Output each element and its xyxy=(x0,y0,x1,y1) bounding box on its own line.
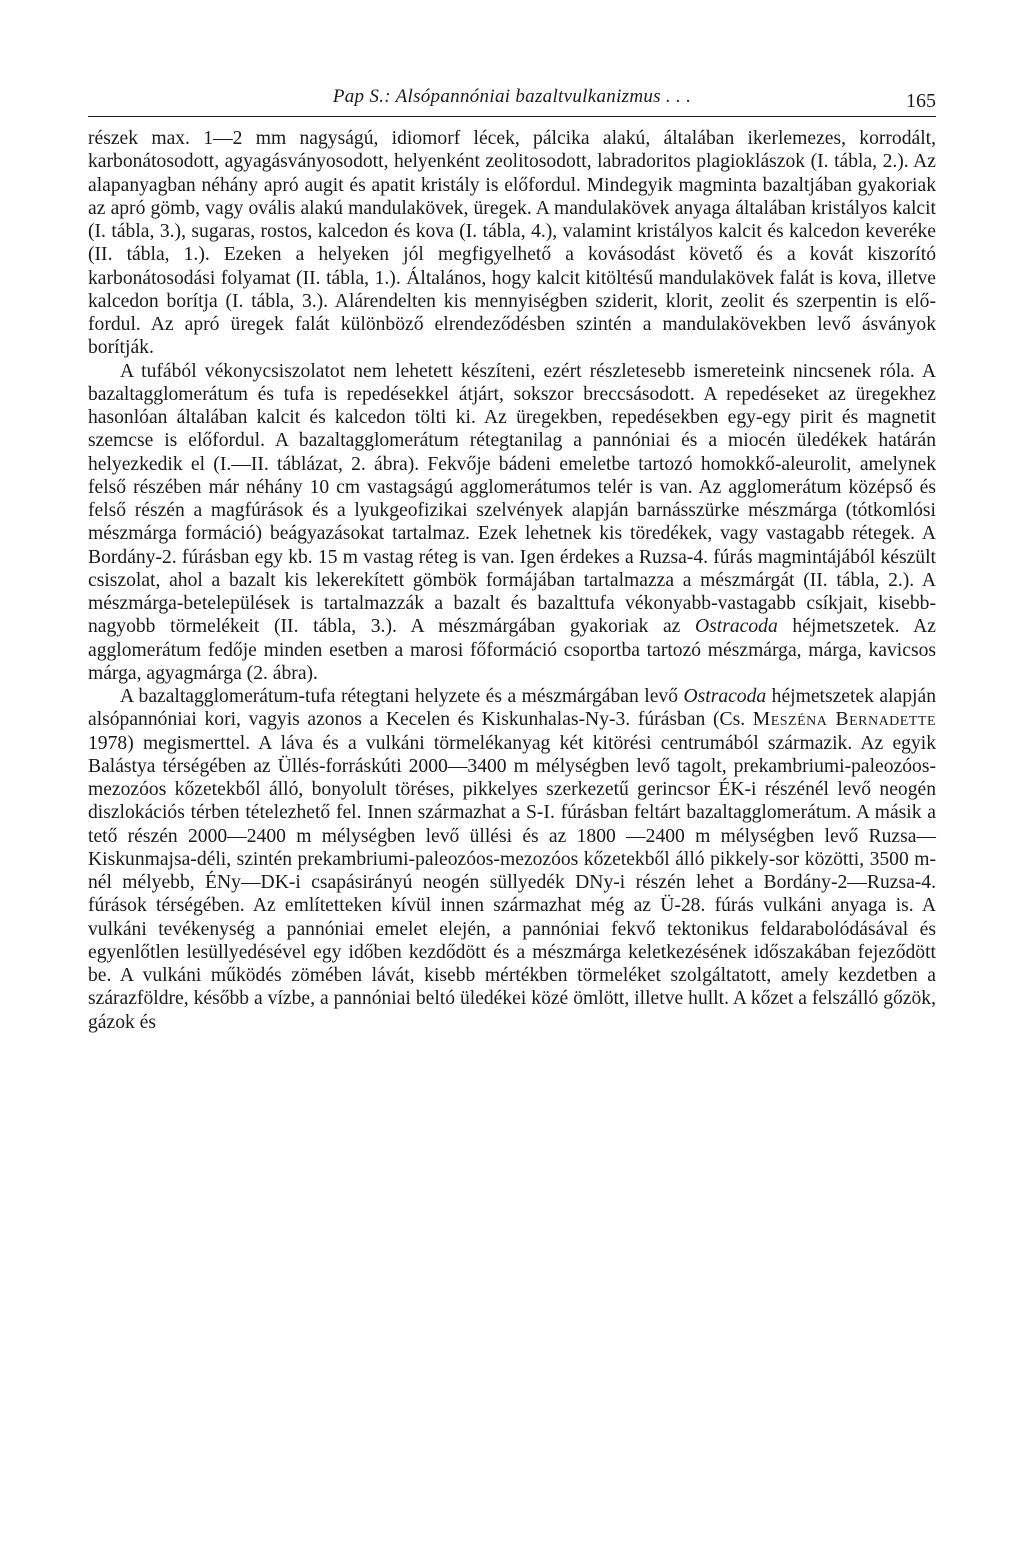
text-run: héjmetszetek. Az agglomerátum fedője minden esetben a marosi főformáció csoportba tartozó mészmárga, márga, kavicsos márga, agyagmárga (2. ábra). xyxy=(88,616,936,684)
text-run: héjmetszetek alapján alsópannóniai kori, vagyis azonos a Kecelen és Kiskunhalas-Ny-3. fúrásban (Cs. xyxy=(88,686,936,731)
page-header xyxy=(88,72,936,117)
paragraph xyxy=(88,685,936,1034)
text-run: 1978) megismerttel. A láva és a vulkáni törmelékanyag két kitörési centrumából származik. Az egyik Balástya térségében az Üllés-forráskúti 2000—3400 m mélységben levő tagolt, prekambriumi-paleozóos-mezozóos kőzetekből álló, bonyolult töréses, pikkelyes szerkezetű gerincsor ÉK-i részénél levő neogén diszlokációs térben tételezhető fel. Innen származhat a S-I. fúrásban feltárt bazaltagglomerátum. A másik a tető részén 2000—2400 m mélységben levő üllési és az 1800 —2400 m mélységben levő Ruzsa—Kiskunmajsa-déli, szintén prekambriumi-paleozóos-mezozóos kőzetekből álló pikkely-sor közötti, 3500 m-nél mélyebb, ÉNy—DK-i csapásirányú neogén süllyedék DNy-i részén lehet a Bordány-2—Ruzsa-4. fúrások térségében. Az említetteken kívül innen származhat még az Ü-28. fúrás vulkáni anyaga is. A vulkáni tevékenység a pannóniai emelet elején, a pannóniai fekvő tektonikus feldarabolódásával és egyenlőtlen lesüllyedésével egy időben kezdődött és a mészmárga keletkezésének időszakában fejeződött be. A vulkáni működés zömében lávát, kisebb mértékben törmeléket szolgáltatott, amely kezdetben a szárazföldre, később a vízbe, a pannóniai beltó üledékei közé ömlött, illetve hullt. A kőzet a felszálló gőzök, gázok és xyxy=(88,732,936,1033)
body-text xyxy=(88,127,936,1034)
italic-term: Ostracoda xyxy=(683,686,767,707)
text-run: A tufából vékonycsiszolatot nem lehetett készíteni, ezért részletesebb ismereteink nincsenek róla. A bazaltagglomerátum és tufa is repedésekkel átjárt, sokszor breccsásodott. A repedéseket az üregekhez hasonlóan általában kalcit és kalcedon tölti ki. Az üregekben, repedésekben egy-egy pirit és magnetit szemcse is előfordul. A bazaltagglomerátum rétegtanilag a pannóniai és a miocén üledékek határán helyezkedik el (I.—II. táblázat, 2. ábra). Fekvője bádeni emeletbe tartozó homokkő-aleurolit, amelynek felső részében már néhány 10 cm vastagságú agglomerátumos telér is van. Az agglomerátum középső és felső részén a magfúrások és a lyukgeofizikai szelvények alapján barnásszürke mészmárga (tótkomlósi mészmárga formáció) beágyazásokat tartalmaz. Ezek lehetnek kis töredékek, vagy vastagabb rétegek. A Bordány-2. fúrásban egy kb. 15 m vastag réteg is van. Igen érdekes a Ruzsa-4. fúrás magmintájából készült csiszolat, ahol a bazalt kis lekerekített gömbök formájában tartalmazza a mészmárgát (II. tábla, 2.). A mészmárga-betelepülések is tartalmazzák a bazalt és bazalttufa vékonyabb-vastagabb csíkjait, kisebb-nagyobb törmelékeit (II. tábla, 3.). A mészmárgában gyakoriak az xyxy=(88,360,936,638)
text-run: részek max. 1—2 mm nagyságú, idiomorf lécek, pálcika alakú, általában ikerlemezes, korrodált, karbonátosodott, agyagásványosodott, helyenként zeolitosodott, labradoritos plagioklászok (I. tábla, 2.). Az alapanyagban néhány apró augit és apatit kristály is előfordul. Mindegyik magminta bazaltjában gyakoriak az apró gömb, vagy ovális alakú mandulakövek, üregek. A mandulakövek anyaga általában kristályos kalcit (I. tábla, 3.), sugaras, rostos, kalcedon és kova (I. tábla, 4.), valamint kristályos kalcit és kalcedon keveréke (II. tábla, 1.). Ezeken a helyeken jól megfigyelhető a kovásodást követő és a kovát kiszorító karbonátosodási folyamat (II. tábla, 1.). Általános, hogy kalcit kitöltésű mandulakövek falát is kova, illetve kalcedon borítja (I. tábla, 3.). Alárendelten kis mennyiségben sziderit, klorit, zeolit és szerpentin is előfordul. Az apró üregek falát különböző elrendeződésben szintén a mandulakövekben levő ásványok borítják. xyxy=(88,128,936,359)
italic-term: Ostracoda xyxy=(695,616,778,638)
running-head: Pap S.: Alsópannóniai bazaltvulkanizmus . . . xyxy=(332,86,692,107)
paragraph xyxy=(88,127,936,360)
author-name: Meszéna Bernadette xyxy=(752,709,937,731)
page-number: 165 xyxy=(906,90,936,112)
paragraph xyxy=(88,360,936,686)
page xyxy=(88,72,936,1034)
text-run: A bazaltagglomerátum-tufa rétegtani helyzete és a mészmárgában levő xyxy=(120,686,684,707)
